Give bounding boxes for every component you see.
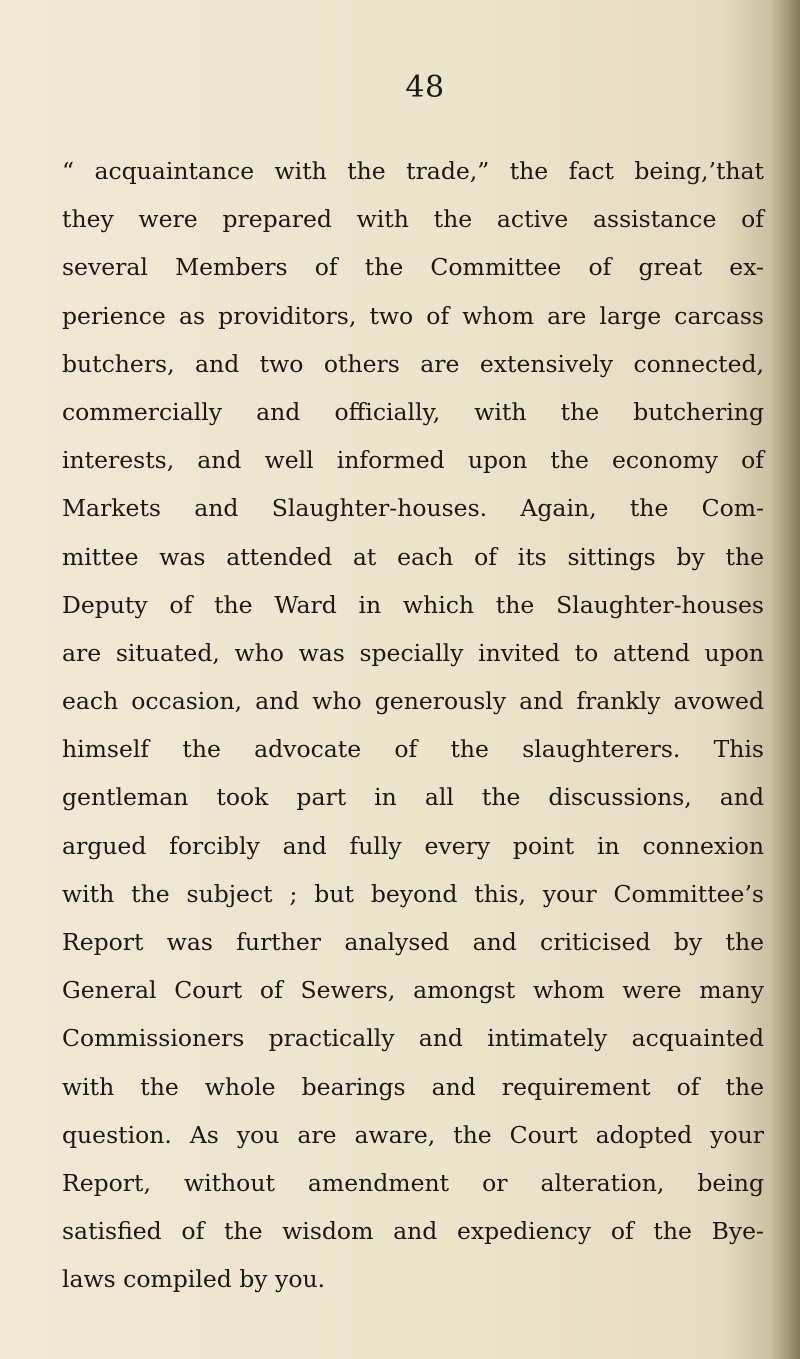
text-line: Deputy of the Ward in which the Slaughter-houses (62, 590, 764, 619)
text-line: with the whole bearings and requirement of the (62, 1072, 764, 1101)
text-line: commercially and officially, with the butchering (62, 397, 764, 426)
text-line: mittee was attended at each of its sittings by the (62, 542, 764, 571)
text-line: Markets and Slaughter-houses. Again, the Com- (62, 494, 764, 523)
text-line: General Court of Sewers, amongst whom were many (62, 976, 764, 1005)
text-line: himself the advocate of the slaughterers. This (62, 735, 764, 764)
text-line: they were prepared with the active assistance of (62, 205, 764, 234)
text-line: perience as providitors, two of whom are large carcass (62, 301, 764, 330)
text-line: are situated, who was specially invited to attend upon (62, 638, 764, 667)
page-edge-shadow (770, 0, 800, 1359)
text-line: gentleman took part in all the discussions, and (62, 783, 764, 812)
text-line: Commissioners practically and intimately acquainted (62, 1024, 764, 1053)
text-line: with the subject ; but beyond this, your Committee’s (62, 879, 764, 908)
text-line: argued forcibly and fully every point in connexion (62, 831, 764, 860)
text-line: “ acquaintance with the trade,” the fact being,’that (62, 157, 764, 185)
text-line: several Members of the Committee of great ex- (62, 253, 764, 282)
page-number: 48 (405, 70, 445, 105)
text-line: interests, and well informed upon the economy of (62, 446, 764, 475)
text-line: laws compiled by you. (62, 1265, 326, 1294)
text-line: each occasion, and who generously and frankly avowed (62, 687, 764, 716)
text-line: satisfied of the wisdom and expediency of the Bye- (62, 1217, 764, 1246)
body-text (62, 147, 764, 1304)
text-line: Report, without amendment or alteration, being (62, 1168, 764, 1197)
text-line: Report was further analysed and criticised by the (62, 928, 764, 956)
text-line: question. As you are aware, the Court adopted your (62, 1120, 764, 1149)
text-line: butchers, and two others are extensively connected, (62, 349, 764, 378)
